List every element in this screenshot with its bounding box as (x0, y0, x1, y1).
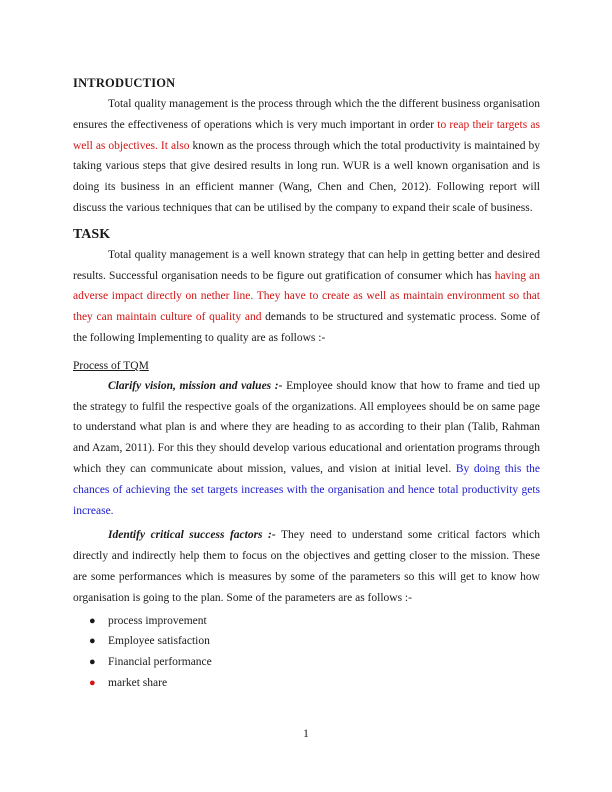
citation: Wang, Chen and Chen, (282, 181, 397, 194)
list-item-label: Employee satisfaction (108, 635, 210, 648)
highlighted-text-blue: By doing this the chances of achieving the set targets increases with the organisation and hence total productivity gets increase. (73, 462, 540, 517)
text-run: 2012). Following report will discuss the various techniques that can be utilised by the company to expand their scale of business. (73, 181, 541, 214)
bullet-icon: ● (89, 635, 96, 648)
list-item-label: process improvement (108, 614, 207, 627)
list-item-label: Financial performance (108, 656, 212, 669)
critical-success-factors-title: Identify critical success factors :- (108, 529, 276, 542)
introduction-paragraph (73, 94, 540, 219)
highlighted-text-red: having an adverse impact directly on nether line. They have to create as well as maintain environment so that they can maintain culture of quality and (73, 269, 541, 324)
text-run: They need to understand some critical factors which directly and indirectly help them to focus on the objectives and getting closer to the mission. These are some performances which is measures by some of the parameters so this will get to know how organisation is going to the plan. Some of the parameters are as follows :- (73, 529, 540, 604)
introduction-heading: INTRODUCTION (73, 76, 176, 90)
list-item (73, 611, 540, 632)
clarify-vision-paragraph (73, 376, 540, 522)
list-item (73, 673, 540, 694)
page-number: 1 (303, 728, 309, 740)
text-run: Total quality management is a well known strategy that can help in getting better and desired results. Successful organisation needs to be figure out gratification of consumer which has (73, 248, 540, 282)
text-run: known as the process through which the total productivity is maintained by taking various steps that give desired results in long run. WUR is a well known organisation and is doing its business in an efficient manner ( (73, 139, 540, 194)
parameters-list (73, 611, 540, 694)
list-item (73, 631, 540, 652)
text-run: demands to be structured and systematic process. Some of the following Implementing to quality are as follows :- (73, 311, 540, 344)
text-run: Employee should know that how to frame and tied up the strategy to fulfil the respective goals of the organizations. All employees should be on same page to understand what plan is and where they are heading to as according to their plan (Talib, Rahman and Azam, 2011). For this they should develop various educational and orientation programs through which they can communicate about mission, values, and vision at initial level. (73, 379, 540, 475)
list-item (73, 652, 540, 673)
document-body (73, 76, 540, 694)
highlighted-text-red: to reap their targets as well as objectives. It also (73, 118, 540, 152)
bullet-icon: ● (89, 614, 96, 627)
text-run: Total quality management is the process through which the the different business organisation ensures the effectiveness of operations which is very much important in order (73, 98, 540, 131)
task-heading: TASK (73, 226, 111, 242)
clarify-vision-title: Clarify vision, mission and values :- (108, 379, 283, 392)
task-paragraph (73, 245, 540, 349)
bullet-icon: ● (89, 676, 96, 689)
list-item-label: market share (108, 676, 168, 689)
bullet-icon: ● (89, 656, 96, 669)
critical-success-factors-paragraph (73, 525, 540, 608)
process-subheading: Process of TQM (73, 359, 149, 372)
